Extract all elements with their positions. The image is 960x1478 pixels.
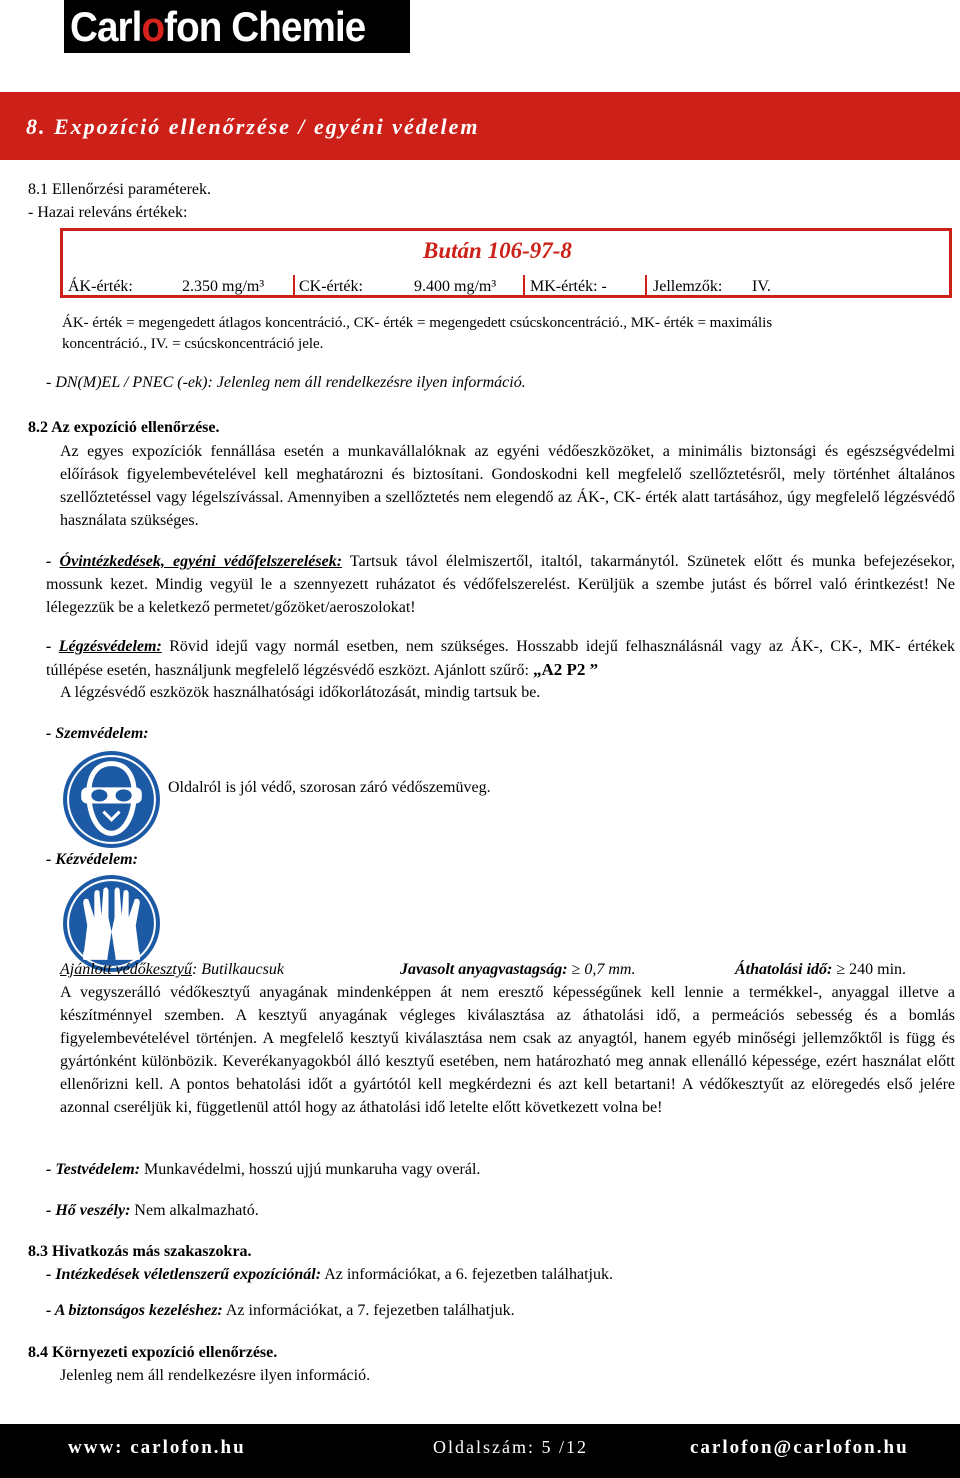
table-divider [523, 275, 525, 298]
company-logo [64, 0, 410, 53]
ck-value: 9.400 mg/m³ [414, 278, 497, 295]
test-line: - Testvédelem: Munkavédelmi, hosszú ujjú munkaruha vagy overál. [46, 1161, 481, 1178]
jellemzok-label: Jellemzők: [653, 278, 723, 295]
szem-label: - Szemvédelem: [46, 725, 149, 742]
s84-text: Jelenleg nem áll rendelkezésre ilyen információ. [60, 1367, 371, 1384]
kez-label: - Kézvédelem: [46, 851, 138, 868]
s81-sub: - Hazai releváns értékek: [28, 204, 188, 221]
ho-line: - Hő veszély: Nem alkalmazható. [46, 1202, 259, 1219]
section-title: 8. Expozíció ellenőrzése / egyéni védelem [26, 114, 480, 139]
breakthrough-spec: Áthatolási idő: ≥ 240 min. [735, 961, 907, 978]
szem-text: Oldalról is jól védő, szorosan záró védőszemüveg. [168, 779, 491, 796]
dnel-line: - DN(M)EL / PNEC (-ek): Jelenleg nem áll rendelkezésre ilyen információ. [46, 374, 526, 391]
s83-line2: - A biztonságos kezeléshez: Az információkat, a 7. fejezetben találhatjuk. [46, 1302, 515, 1319]
logo-text: Carlofon Chemie [70, 3, 366, 50]
legend-line-1: ÁK- érték = megengedett átlagos koncentráció., CK- érték = megengedett csúcskoncentráció., MK- érték = maximális [62, 315, 773, 331]
table-divider [645, 275, 647, 298]
thickness-spec: Javasolt anyagvastagság: ≥ 0,7 mm. [400, 961, 636, 978]
legzes-line3: A légzésvédő eszközök használhatósági időkorlátozását, mindig tartsuk be. [60, 684, 541, 701]
jellemzok-value: IV. [752, 278, 771, 295]
kez-paragraph: A vegyszerálló védőkesztyű anyagának mindenképpen át nem eresztő képességűnek kell lennie a termékkel-, anyaggal illetve a készítménnyel szemben. A kesztyű anyagának végleges kiválasztása az áthatolási idő, a permeációs sebesség és a bomlás figyelembevételével történjen. A megfelelő kesztyű kiválasztása nem csak az anyagtól, hanem egyéb minőségi jellemzőktől is függ és gyártónként különbözik. Keverékanyagokból álló kesztyű esetében, nem határozható meg annak ellenálló képessége, ezért használat előtt ellenőrizni kell. A pontos behatolási időt a gyártótól kell megkérdezni és azt kell betartani! A védőkesztyűt az elöregedés első jelére azonnal cseréljük ki, függetlenül attól hogy az áthatolási idő letelte előtt következett volna be! [60, 984, 955, 1116]
s83-heading: 8.3 Hivatkozás más szakaszokra. [28, 1243, 252, 1260]
s83-line1: - Intézkedések véletlenszerű expozíciónál: Az információkat, a 6. fejezetben találhatjuk. [46, 1266, 613, 1283]
s81-heading: 8.1 Ellenőrzési paraméterek. [28, 181, 212, 198]
s84-heading: 8.4 Környezeti expozíció ellenőrzése. [28, 1344, 278, 1361]
mk-label: MK-érték: - [530, 278, 607, 295]
ck-label: CK-érték: [299, 278, 363, 295]
footer-page-number: Oldalszám: 5 /12 [433, 1437, 588, 1457]
legzes-paragraph: - Légzésvédelem: Rövid idejű vagy normál esetben, nem szükséges. Hosszabb idejű felhasználásnál vagy az ÁK-, CK-, MK- értékek túllépése esetén, használjunk megfelelő légzésvédő eszközt. Ajánlott szűrő: „A2 P2 ” [46, 638, 956, 679]
ak-value: 2.350 mg/m³ [182, 278, 265, 295]
legend-line-2: koncentráció., IV. = csúcskoncentráció jele. [62, 336, 324, 352]
glove-spec-line: Ajánlott védőkesztyű: Butilkaucsuk [60, 961, 284, 978]
s82-paragraph: Az egyes expozíciók fennállása esetén a munkavállalóknak az egyéni védőeszközöket, a minimális biztonsági és egészségvédelmi előírások figyelembevételével kell meghatározni és biztosítani. Gondoskodni kell megfelelő szellőztetésről, mely történhet általános szellőztetéssel vagy légelszívással. Amennyiben a szellőztetés nem elegendő az ÁK-, CK- érték alatt tartásához, úgy megfelelő légzésvédő használata szükséges. [60, 443, 955, 529]
s82-heading: 8.2 Az expozíció ellenőrzése. [28, 419, 220, 436]
table-divider [293, 275, 295, 298]
footer-web: www: carlofon.hu [68, 1437, 246, 1458]
limit-values-row [60, 275, 952, 298]
goggles-icon [61, 749, 162, 850]
ovint-paragraph: - Óvintézkedések, egyéni védőfelszerelések: Tartsuk távol élelmiszertől, italtól, takarmánytól. Szünetek előtt és munka befejezésekor, mossunk kezet. Mindig vegyül le a szennyezett ruházatot és védőfelszerelést. Kerüljük a szembe jutást és bőrrel való érintkezést! Ne lélegezzük be a keletkező permetet/gőzöket/aeroszolokat! [46, 553, 956, 616]
ak-label: ÁK-érték: [68, 278, 133, 295]
butan-title: Bután 106-97-8 [423, 238, 572, 263]
footer-email: carlofon@carlofon.hu [690, 1437, 909, 1458]
